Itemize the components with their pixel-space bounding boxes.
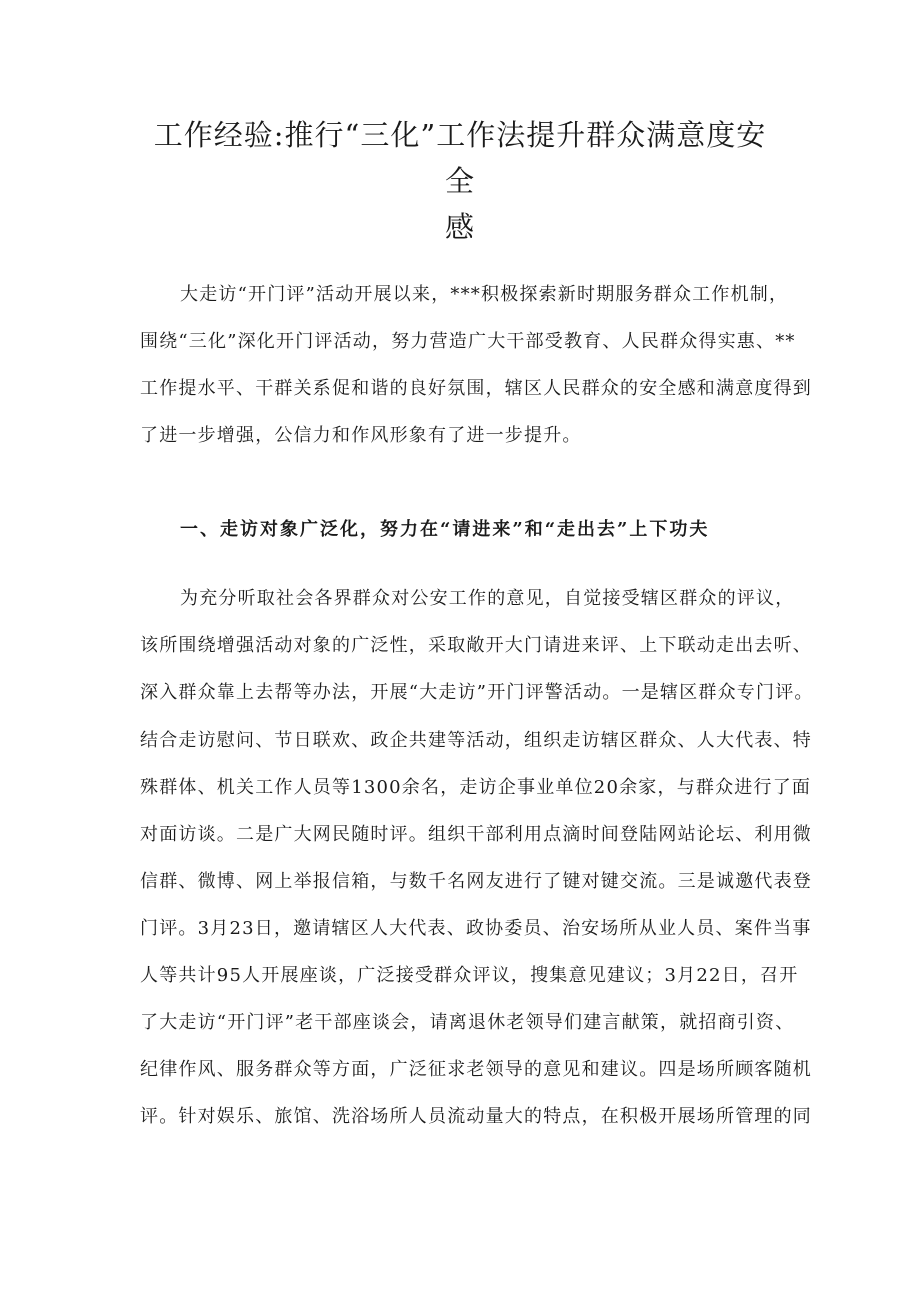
intro-line-2: 围绕“三化”深化开门评活动，努力营造广大干部受教育、人民群众得实惠、**	[140, 331, 796, 352]
body-line-4: 结合走访慰问、节日联欢、政企共建等活动，组织走访辖区群众、人大代表、特	[140, 730, 812, 751]
body-line-7: 信群、微博、网上举报信箱，与数千名网友进行了键对键交流。三是诚邀代表登	[140, 871, 812, 892]
title-line-1: 工作经验:推行“三化”工作法提升群众满意度安全	[153, 118, 767, 198]
body-line-12: 评。针对娱乐、旅馆、洗浴场所人员流动量大的特点，在积极开展场所管理的同	[140, 1106, 812, 1127]
body-line-3: 深入群众靠上去帮等办法，开展“大走访”开门评警活动。一是辖区群众专门评。	[140, 682, 814, 703]
document-title	[140, 112, 780, 250]
body-line-10: 了大走访“开门评”老干部座谈会，请离退休老领导们建言献策，就招商引资、	[140, 1012, 795, 1033]
body-line-6: 对面访谈。二是广大网民随时评。组织干部利用点滴时间登陆网站论坛、利用微	[140, 824, 812, 845]
body-line-9: 人等共计95人开展座谈，广泛接受群众评议，搜集意见建议；3月22日，召开	[140, 965, 799, 986]
intro-line-3: 工作提水平、干群关系促和谐的良好氛围，辖区人民群众的安全感和满意度得到	[140, 378, 812, 399]
section-heading-1: 一、走访对象广泛化，努力在“请进来”和“走出去”上下功夫	[180, 519, 710, 540]
body-line-1: 为充分听取社会各界群众对公安工作的意见，自觉接受辖区群众的评议，	[180, 588, 795, 609]
body-line-5: 殊群体、机关工作人员等1300余名，走访企事业单位20余家，与群众进行了面	[140, 777, 812, 798]
body-line-2: 该所围绕增强活动对象的广泛性，采取敞开大门请进来评、上下联动走出去听、	[140, 635, 812, 656]
title-line-2: 感	[444, 210, 475, 244]
body-line-8: 门评。3月23日，邀请辖区人大代表、政协委员、治安场所从业人员、案件当事	[140, 918, 812, 939]
intro-line-1: 大走访“开门评”活动开展以来，***积极探索新时期服务群众工作机制，	[180, 284, 789, 305]
intro-line-4: 了进一步增强，公信力和作风形象有了进一步提升。	[140, 425, 582, 446]
body-line-11: 纪律作风、服务群众等方面，广泛征求老领导的意见和建议。四是场所顾客随机	[140, 1059, 812, 1080]
